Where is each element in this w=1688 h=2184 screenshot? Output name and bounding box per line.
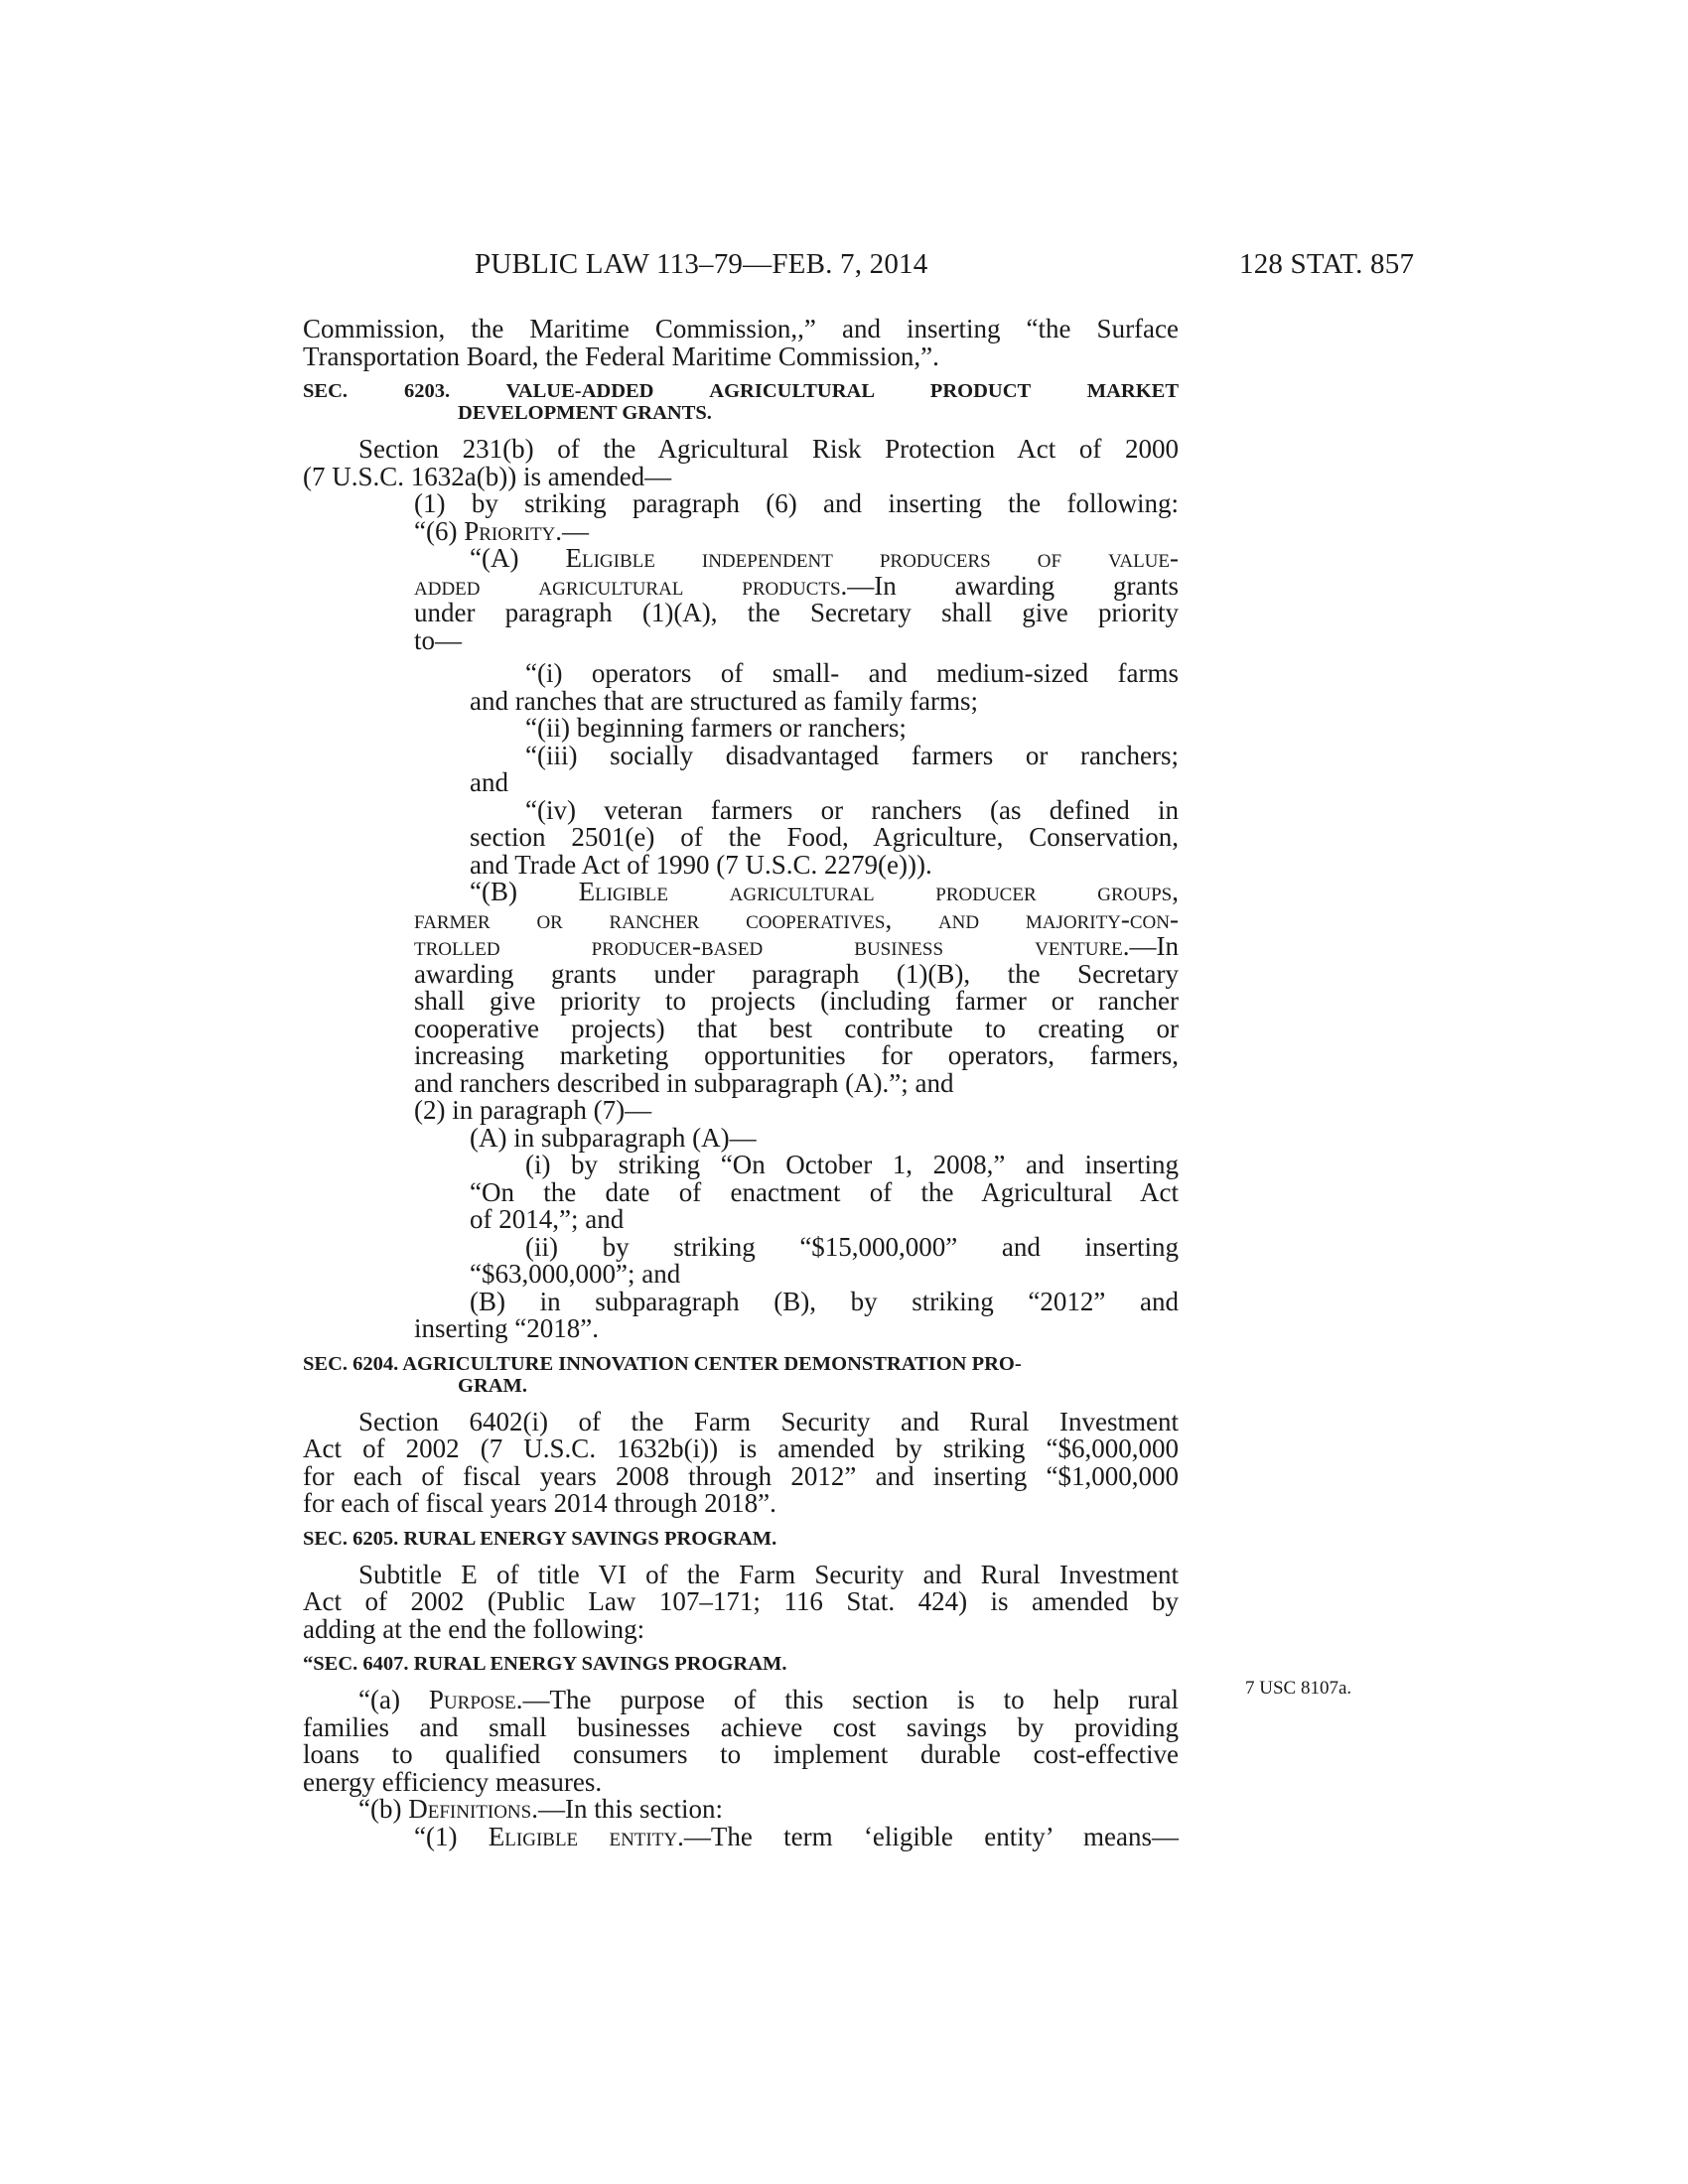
text-line: (1) by striking paragraph (6) and inserting the following: [414, 488, 1179, 518]
text-line: adding at the end the following: [303, 1613, 645, 1644]
text-fragment: “(b) [358, 1794, 409, 1824]
text-line: and Trade Act of 1990 (7 U.S.C. 2279(e))). [470, 849, 932, 880]
text-line: “$63,000,000”; and [470, 1259, 681, 1289]
page-header-left: PUBLIC LAW 113–79—FEB. 7, 2014 [475, 248, 928, 280]
text-line [303, 1687, 1179, 1714]
section-heading-line: SEC. 6205. RURAL ENERGY SAVINGS PROGRAM. [303, 1527, 777, 1550]
text-column [303, 316, 1179, 1850]
section-heading-line: SEC. 6203. VALUE-ADDED AGRICULTURAL PRODUCT MARKET [303, 380, 1179, 402]
text-fragment: farmer or rancher cooperatives, and majority-con- [414, 903, 1179, 934]
text-line: (ii) by striking “$15,000,000” and inserting [525, 1231, 1179, 1262]
text-fragment: “(6) [414, 515, 465, 546]
text-line: Section 6402(i) of the Farm Security and Rural Investment [358, 1406, 1179, 1436]
text-line: families and small businesses achieve cost savings by providing [303, 1711, 1179, 1742]
text-line: and [470, 767, 508, 797]
text-line: “(iii) socially disadvantaged farmers or ranchers; [525, 740, 1179, 770]
text-line: “(ii) beginning farmers or ranchers; [525, 713, 907, 743]
text-line: Section 231(b) of the Agricultural Risk Protection Act of 2000 [358, 434, 1179, 464]
text-fragment: “(a) [358, 1685, 429, 1714]
text-line: (A) in subparagraph (A)— [470, 1122, 757, 1153]
text-line [303, 933, 1179, 961]
text-line [303, 545, 1179, 573]
section-heading-6204 [303, 1353, 1179, 1397]
text-fragment: trolled producer-based business venture [414, 931, 1123, 961]
text-line: “On the date of enactment of the Agricultural Act [470, 1176, 1179, 1207]
text-line: and ranchers described in subparagraph (A).”; and [414, 1067, 954, 1098]
text-line [303, 570, 1180, 601]
text-line: increasing marketing opportunities for operators, farmers, [414, 1040, 1179, 1070]
text-line: and ranches that are structured as family farms; [470, 685, 979, 716]
text-fragment: .—The purpose of this section is to help rural [515, 1685, 1180, 1714]
section-heading-line: DEVELOPMENT GRANTS. [458, 402, 712, 424]
text-line: for each of fiscal years 2008 through 2012” and inserting “$1,000,000 [303, 1460, 1179, 1491]
section-heading-6205 [303, 1528, 1179, 1550]
text-line: (i) by striking “On October 1, 2008,” and inserting [525, 1150, 1179, 1179]
section-heading-line: GRAM. [458, 1374, 528, 1397]
text-fragment: Definitions [408, 1794, 532, 1824]
text-fragment: “(B) [470, 877, 579, 906]
text-line: shall give priority to projects (including farmer or rancher [414, 986, 1179, 1016]
text-line: (B) in subparagraph (B), by striking “2012” and [470, 1286, 1179, 1316]
text-fragment: “(A) [470, 543, 566, 573]
text-line [303, 515, 1179, 546]
text-fragment: .— [555, 515, 590, 546]
text-line [303, 1796, 1179, 1824]
text-line: for each of fiscal years 2014 through 2018”. [303, 1488, 776, 1518]
text-line: Act of 2002 (7 U.S.C. 1632b(i)) is amended by striking “$6,000,000 [303, 1433, 1179, 1463]
text-line [303, 1821, 1180, 1851]
text-line: awarding grants under paragraph (1)(B), the Secretary [414, 958, 1179, 989]
text-fragment: .—In this section: [531, 1794, 723, 1824]
text-fragment: .—In [1122, 931, 1179, 961]
text-fragment: Eligible agricultural producer groups, [578, 877, 1179, 906]
text-line: Transportation Board, the Federal Maritime Commission,”. [303, 341, 939, 371]
text-line [303, 903, 1179, 934]
text-line: inserting “2018”. [414, 1313, 599, 1343]
text-fragment: .—In awarding grants [840, 570, 1180, 601]
text-fragment: Priority [464, 515, 556, 546]
section-heading-line: SEC. 6204. AGRICULTURE INNOVATION CENTER DEMONSTRATION PRO- [303, 1352, 1022, 1375]
page-header-right: 128 STAT. 857 [1239, 248, 1415, 280]
text-line: under paragraph (1)(A), the Secretary shall give priority [414, 598, 1179, 627]
section-heading-line: “SEC. 6407. RURAL ENERGY SAVINGS PROGRAM. [303, 1653, 787, 1675]
section-heading-6203 [303, 380, 1179, 424]
text-line: cooperative projects) that best contribute to creating or [414, 1013, 1179, 1043]
text-line: to— [414, 624, 463, 655]
text-fragment: added agricultural products [414, 570, 841, 601]
text-line: “(i) operators of small- and medium-sized farms [525, 658, 1179, 688]
text-line: Commission, the Maritime Commission,,” and inserting “the Surface [303, 314, 1179, 343]
text-line: (2) in paragraph (7)— [414, 1095, 652, 1125]
text-line: (7 U.S.C. 1632a(b)) is amended— [303, 461, 672, 491]
text-line: Act of 2002 (Public Law 107–171; 116 Stat. 424) is amended by [303, 1586, 1179, 1616]
text-line: section 2501(e) of the Food, Agriculture, Conservation, [470, 822, 1179, 852]
text-line: of 2014,”; and [470, 1204, 625, 1234]
section-heading-6407 [303, 1653, 1179, 1675]
text-fragment: Eligible entity [488, 1821, 678, 1851]
text-line: “(iv) veteran farmers or ranchers (as defined in [525, 794, 1179, 825]
text-line [303, 879, 1179, 906]
text-line: loans to qualified consumers to implement durable cost-effective [303, 1739, 1179, 1769]
margin-citation: 7 USC 8107a. [1245, 1678, 1352, 1699]
text-fragment: Eligible independent producers of value- [565, 543, 1179, 573]
text-line: energy efficiency measures. [303, 1766, 603, 1797]
text-fragment: “(1) [414, 1821, 489, 1851]
text-line: Subtitle E of title VI of the Farm Security and Rural Investment [358, 1559, 1179, 1589]
text-fragment: .—The term ‘eligible entity’ means— [677, 1821, 1180, 1851]
text-fragment: Purpose [428, 1685, 516, 1714]
